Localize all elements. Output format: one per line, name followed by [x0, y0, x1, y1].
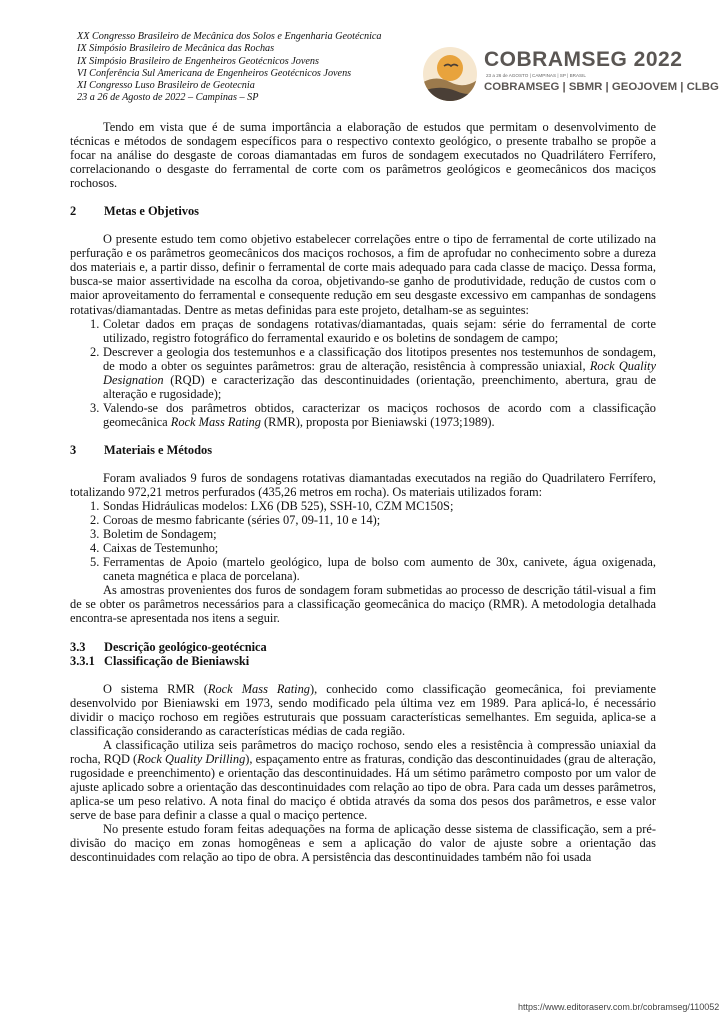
header-line: IX Simpósio Brasileiro de Mecânica das Rochas: [77, 43, 275, 55]
list-item: 1. Coletar dados em praças de sondagens rotativas/diamantadas, quais sejam: série do ferramental de corte utilizado, registro fotográfico do ferramental exaurido e os boletins de sondagem de campo;: [90, 316, 656, 345]
list-item: 5. Ferramentas de Apoio (martelo geológico, lupa de bolso com aumento de 30x, canivete, água oxigenada, caneta magnética e placa de porcelana).: [90, 555, 656, 584]
header-line: VI Conferência Sul Americana de Engenheiros Geotécnicos Jovens: [77, 67, 352, 79]
section-heading: [70, 443, 656, 457]
list-item: 2. Descrever a geologia dos testemunhos e a classificação dos litotipos presentes nos testemunhos de sondagem, de modo a obter os seguintes parâmetros: grau de alteração, resistência à compressão uniaxial, Rock Quality Designation (RQD) e caracterização das descontinuidades (orientação, preenchimento, abertura, grau de alteração e rugosidade);: [90, 344, 656, 401]
header-line: XI Congresso Luso Brasileiro de Geotecnia: [77, 80, 255, 92]
materials-list: [70, 499, 656, 583]
section-heading: [70, 204, 656, 218]
intro-paragraph: Tendo em vista que é de suma importância a elaboração de estudos que permitam o desenvolvimento de técnicas e métodos de sondagem específicos para o respectivo contexto geológico, o presente trabalho se propõe a focar na análise do desgaste de coroas diamantadas em furos de sondagem executados no Quadrilátero Ferrífero, correlacionando o desgaste do ferramental de corte com os parâmetros geológicos e geomecânicos dos maciços rochosos.: [70, 120, 656, 191]
section-number: 2: [70, 204, 77, 219]
header-line: IX Simpósio Brasileiro de Engenheiros Geotécnicos Jovens: [77, 55, 319, 67]
footer-url[interactable]: https://www.editoraserv.com.br/cobramseg/110052: [518, 1002, 720, 1012]
paragraph: A classificação utiliza seis parâmetros do maciço rochoso, sendo eles a resistência à compressão uniaxial da rocha, RQD (Rock Quality Drilling), espaçamento entre as fraturas, condição das descontinuidades (grau de alteração, rugosidade e preenchimento) e orientação das descontinuidades. Há um sétimo parâmetro composto por um valor de ajuste aplicado sobre a orientação das descontinuidades com relação ao tipo de obra. Para cada um desses parâmetros, aplica-se um peso relativo. A nota final do maciço é obtida através da soma dos pesos dos parâmetros, e esse valor serve de base para definir a classe a qual o maciço pertence.: [70, 737, 656, 823]
section-title: Materiais e Métodos: [104, 442, 213, 457]
section-number: 3: [70, 442, 77, 457]
header-line: XX Congresso Brasileiro de Mecânica dos Solos e Engenharia Geotécnica: [77, 31, 382, 42]
list-item: 3. Valendo-se dos parâmetros obtidos, caracterizar os maciços rochosos de acordo com a classificação geomecânica Rock Mass Rating (RMR), proposta por Bieniawski (1973;1989).: [90, 400, 656, 429]
paper-body: [70, 120, 656, 864]
logo-date-text: 23 a 26 de AGOSTO | CAMPINAS | SP | BRASIL: [486, 73, 586, 78]
goals-list: [70, 317, 656, 429]
subsection-heading: 3.3 Descrição geológico-geotécnica: [70, 639, 267, 654]
list-item: 2. Coroas de mesmo fabricante (séries 07, 09-11, 10 e 14);: [90, 513, 381, 528]
header-line: 23 a 26 de Agosto de 2022 – Campinas – SP: [77, 92, 259, 104]
list-item: 3. Boletim de Sondagem;: [90, 527, 217, 542]
subsubsection-heading: 3.3.1 Classificação de Bieniawski: [70, 653, 250, 668]
logo-emblem-icon: [420, 44, 480, 104]
conference-header: [77, 31, 382, 105]
paragraph: O presente estudo tem como objetivo estabelecer correlações entre o tipo de ferramental de corte utilizado na perfuração e os parâmetros geomecânicos dos maciços rochosos, a fim de aprofudar no conhecimento sobre a dureza dos materiais e, a partir disso, definir o ferramental de corte mais adequado para cada classe de maciço. Dessa forma, busca-se maior assertividade na escolha da coroa, objetivando-se ganho de produtividade, redução de custos com o maior aproveitamento do ferramental e consequente redução em seu desgaste excessivo em campanhas de sondagens rotativas/diamantadas. Dentre as metas definidas para este projeto, detalham-se as seguintes:: [70, 232, 656, 317]
paragraph: O sistema RMR (Rock Mass Rating), conhecido como classificação geomecânica, foi previamente desenvolvido por Bieniawski em 1973, sendo modificado pela última vez em 1989. Para aplicá-lo, é necessário dividir o maciço rochoso em regiões estruturais que possuam características semelhantes. Em seguida, aplica-se a classificação considerando as características médias de cada região.: [70, 681, 656, 738]
list-item: 1. Sondas Hidráulicas modelos: LX6 (DB 525), SSH-10, CZM MC150S;: [90, 499, 454, 514]
paragraph: No presente estudo foram feitas adequações na forma de aplicação desse sistema de classificação, sem a pré-divisão do maciço em zonas homogêneas e sem a aplicação do valor de ajuste sobre a orientação das descontinuidades com relação ao tipo de obra. A persistência das descontinuidades também não foi usada: [70, 822, 656, 865]
logo-brand-text: COBRAMSEG 2022: [484, 48, 683, 71]
section-title: Metas e Objetivos: [104, 204, 199, 219]
cobramseg-logo: [420, 44, 720, 104]
paragraph: As amostras provenientes dos furos de sondagem foram submetidas ao processo de descrição tátil-visual a fim de se obter os parâmetros necessários para a classificação geomecânica do maciço (RMR). A metodologia detalhada encontra-se apresentada nos itens a seguir.: [70, 583, 656, 626]
paragraph: Foram avaliados 9 furos de sondagens rotativas diamantadas executados na região do Quadrilatero Ferrífero, totalizando 972,21 metros perfurados (435,26 metros em rocha). Os materiais utilizados foram:: [70, 470, 656, 500]
logo-partners-text: COBRAMSEG | SBMR | GEOJOVEM | CLBG: [484, 81, 719, 93]
list-item: 4. Caixas de Testemunho;: [90, 541, 219, 556]
